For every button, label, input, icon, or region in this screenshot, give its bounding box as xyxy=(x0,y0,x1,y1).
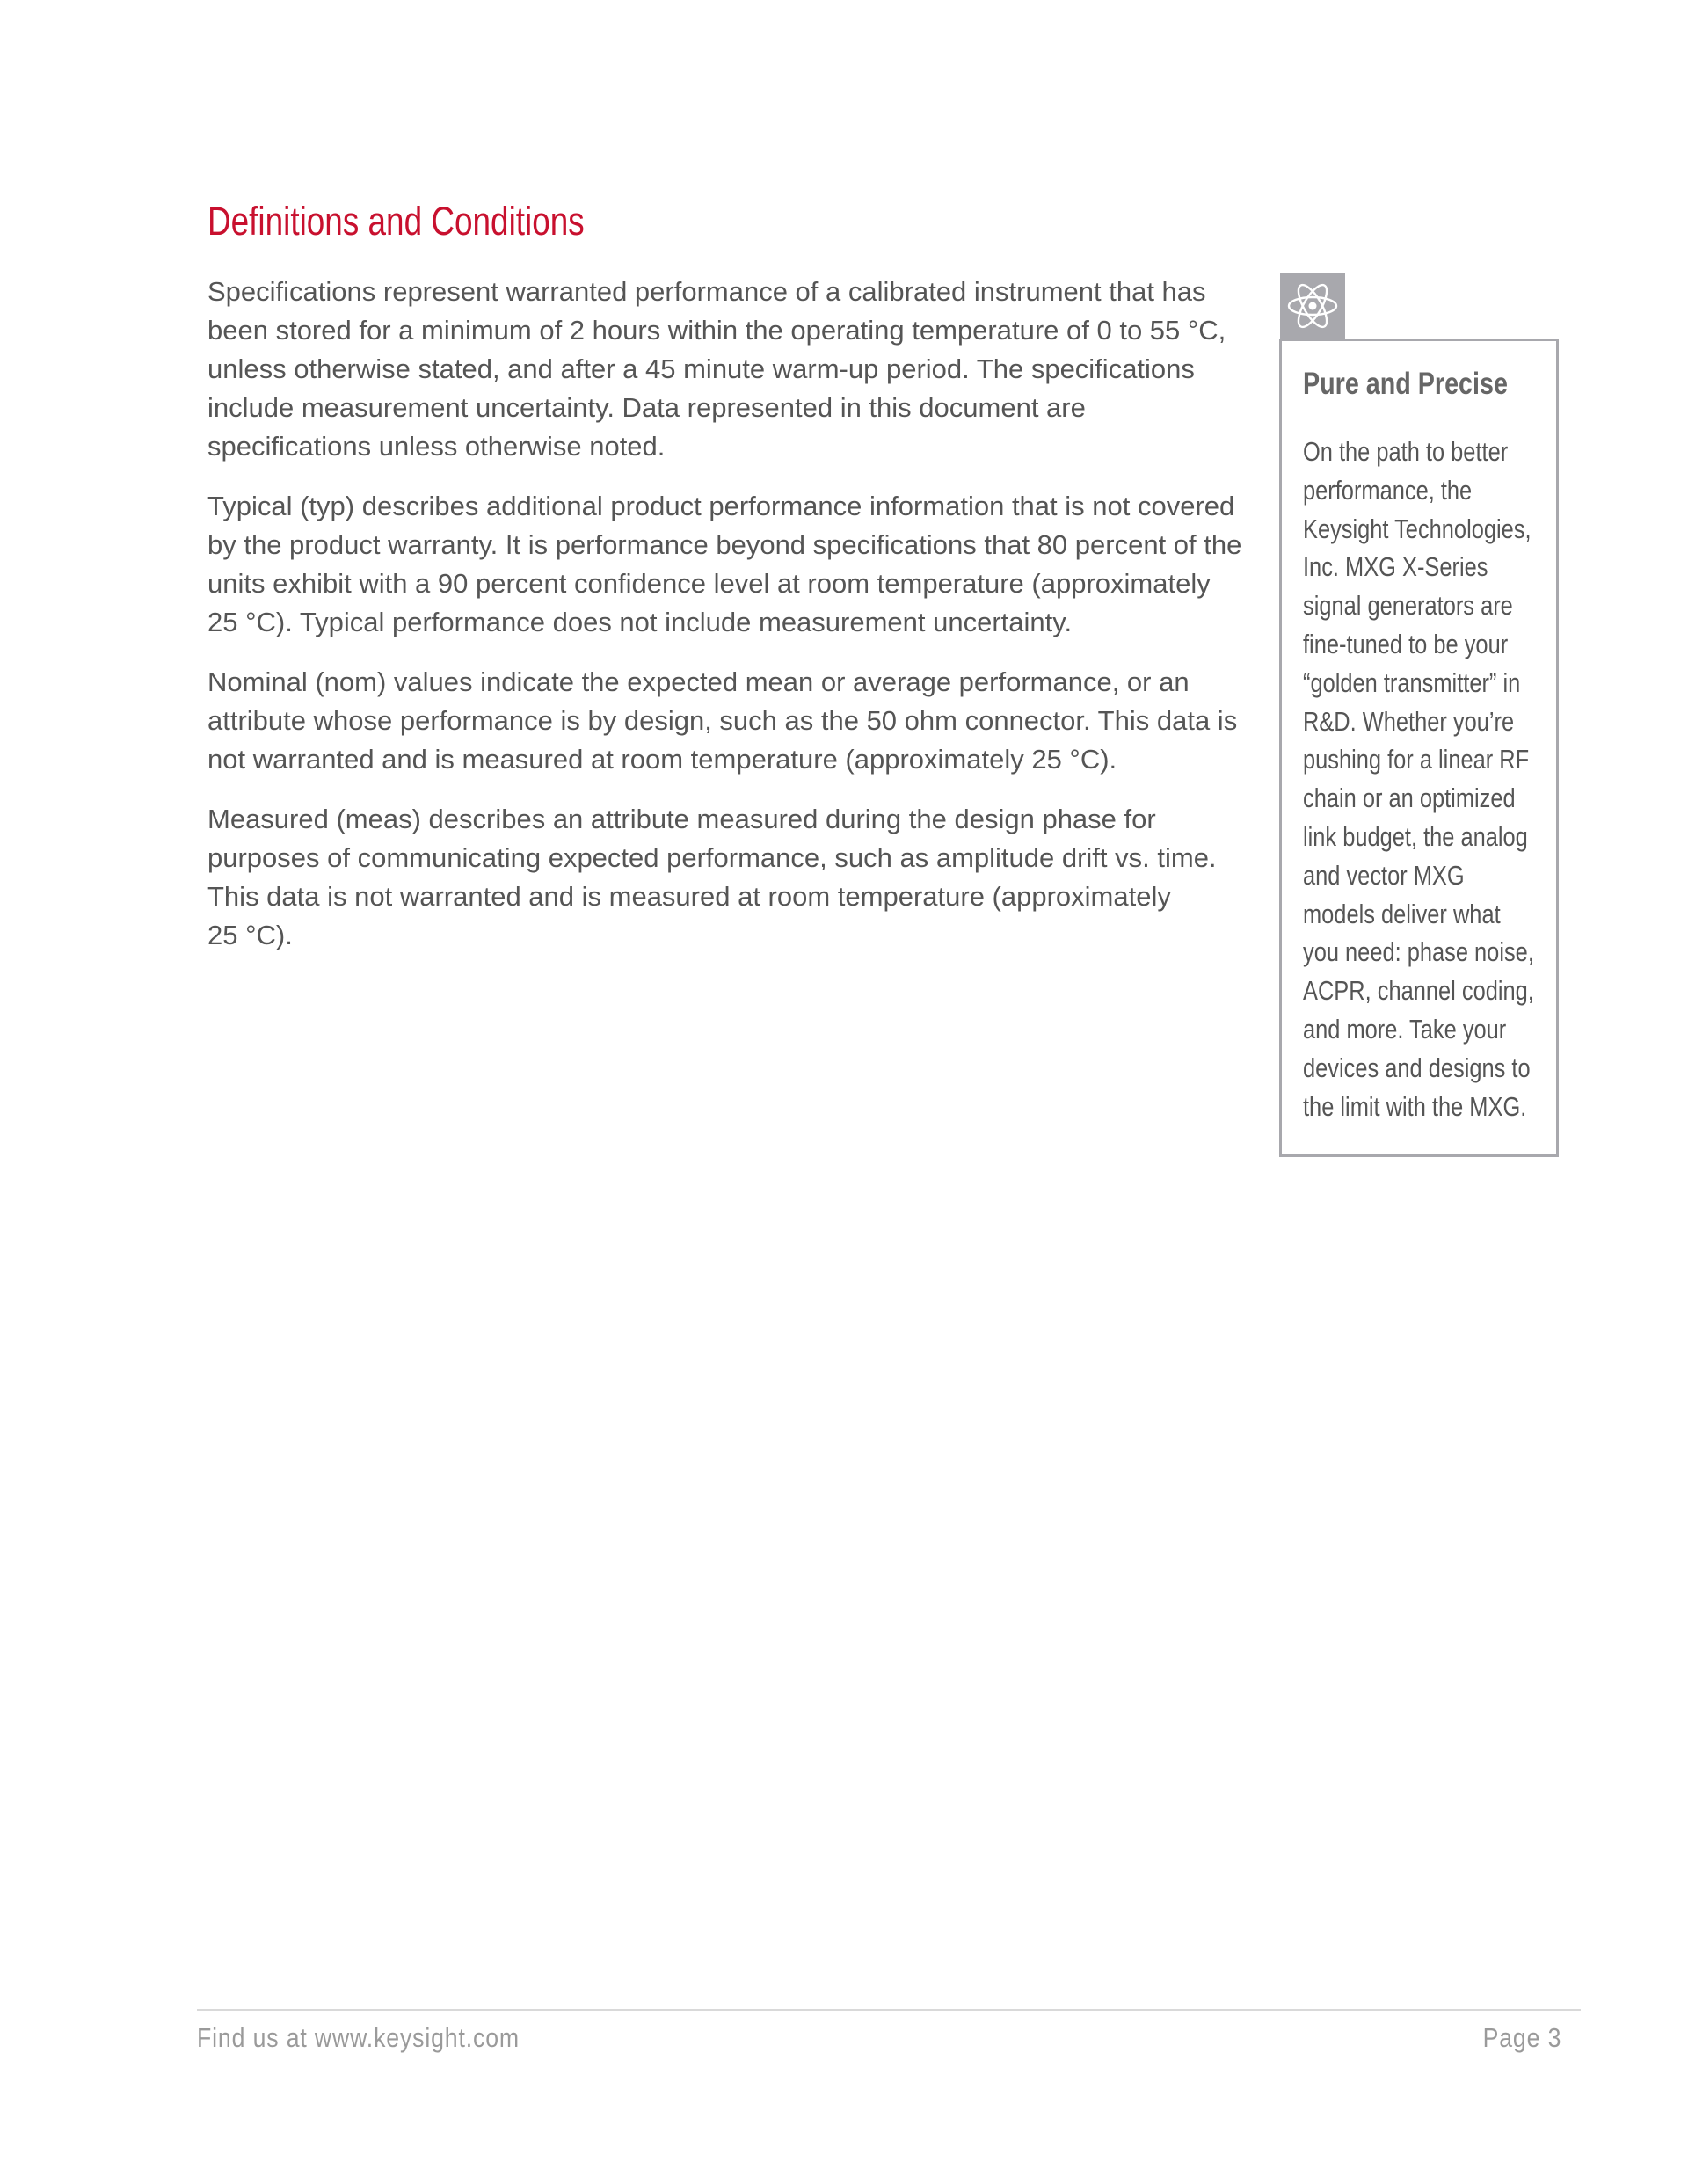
sidebar-icon-tab xyxy=(1280,273,1345,339)
paragraph-typical: Typical (typ) describes additional product performance information that is not covered by the product warranty. It is performance beyond specifications that 80 percent of the units exhibit with a 90 percent confidence level at room temperature (approximately 25 °C). Typical performance does not include measurement uncertainty. xyxy=(207,491,1242,637)
sidebar-callout xyxy=(1279,339,1559,1157)
paragraph-nominal: Nominal (nom) values indicate the expected mean or average performance, or an attribute whose performance is by design, such as the 50 ohm connector. This data is not warranted and is measured at room temperature (approximately 25 °C). xyxy=(207,666,1238,775)
footer-divider xyxy=(197,2009,1581,2011)
sidebar-title: Pure and Precise xyxy=(1303,367,1508,401)
footer-website: Find us at www.keysight.com xyxy=(197,2022,520,2053)
sidebar-text: On the path to better performance, the Keysight Technologies, Inc. MXG X-Series signal generators are fine-tuned to be your “golden transmitter” in R&D. Whether you’re pushing for a linear RF chain or an optimized link budget, the analog and vector MXG models deliver what you need: phase noise, ACPR, channel coding, and more. Take your devices and designs to the limit with the MXG. xyxy=(1303,436,1534,1122)
page-title: Definitions and Conditions xyxy=(207,199,585,244)
atom-icon xyxy=(1280,273,1345,339)
main-body xyxy=(207,273,1262,976)
paragraph-measured: Measured (meas) describes an attribute measured during the design phase for purposes of communicating expected performance, such as amplitude drift vs. time. This data is not warranted and is measured at room temperature (approximately 25 °C). xyxy=(207,804,1217,950)
footer-page-number: Page 3 xyxy=(1482,2022,1561,2053)
paragraph-specifications: Specifications represent warranted performance of a calibrated instrument that has been stored for a minimum of 2 hours within the operating temperature of 0 to 55 °C, unless otherwise stated, and after a 45 minute warm-up period. The specifications include measurement uncertainty. Data represented in this document are specifications unless otherwise noted. xyxy=(207,276,1226,462)
